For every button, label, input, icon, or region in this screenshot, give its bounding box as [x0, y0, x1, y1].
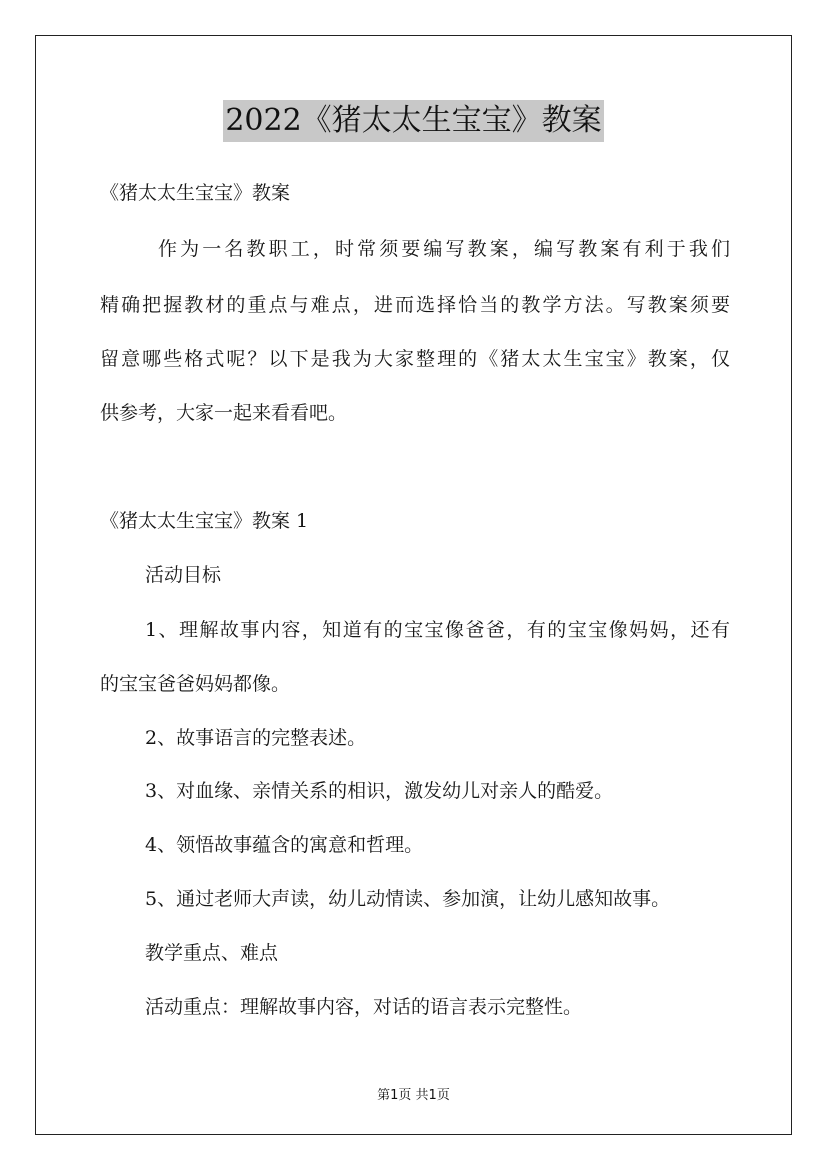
key-points-heading: 教学重点、难点 — [145, 942, 279, 964]
paragraph-line: 精确把握教材的重点与难点，进而选择恰当的教学方法。写教案须要 — [100, 294, 730, 316]
section-heading: 《猪太太生宝宝》教案 1 — [100, 510, 309, 532]
page-footer: 第1页 共1页 — [377, 1088, 450, 1103]
paragraph-line: 供参考，大家一起来看看吧。 — [100, 402, 348, 424]
activity-goals-heading: 活动目标 — [145, 564, 222, 586]
goal-item: 2、故事语言的完整表述。 — [145, 727, 367, 749]
goal-item: 4、领悟故事蕴含的寓意和哲理。 — [145, 834, 424, 856]
document-title: 2022《猪太太生宝宝》教案 — [223, 100, 603, 142]
title-container — [0, 100, 827, 142]
goal-item: 5、通过老师大声读，幼儿动情读、参加演，让幼儿感知故事。 — [145, 888, 671, 910]
goal-item: 1、理解故事内容，知道有的宝宝像爸爸，有的宝宝像妈妈，还有 — [145, 619, 730, 641]
paragraph-line: 留意哪些格式呢？以下是我为大家整理的《猪太太生宝宝》教案，仅 — [100, 348, 730, 370]
goal-item-continuation: 的宝宝爸爸妈妈都像。 — [100, 673, 291, 695]
key-point-item: 活动重点：理解故事内容，对话的语言表示完整性。 — [145, 996, 583, 1018]
subtitle-line: 《猪太太生宝宝》教案 — [100, 182, 291, 204]
goal-item: 3、对血缘、亲情关系的相识，激发幼儿对亲人的酷爱。 — [145, 780, 614, 802]
paragraph-line: 作为一名教职工，时常须要编写教案，编写教案有利于我们 — [158, 238, 730, 260]
